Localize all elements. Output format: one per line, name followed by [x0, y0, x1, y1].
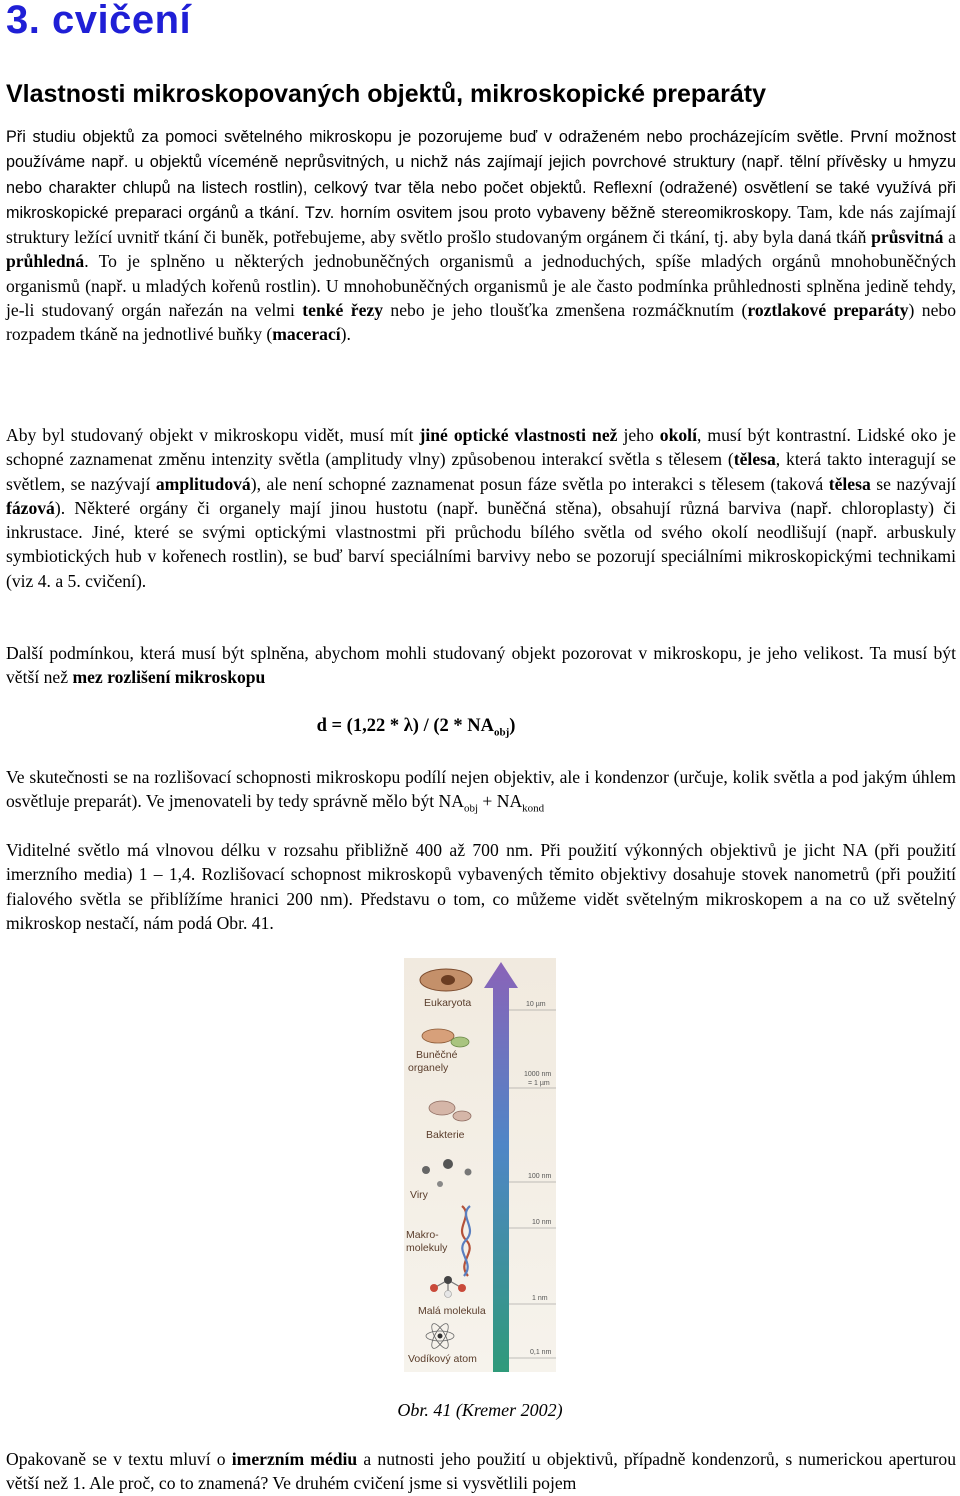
p1-sans-text: Při studiu objektů za pomoci světelného mikroskopu je pozorujeme buď v odraženém nebo procházejícím světle. První možnost používáme např. u objektů víceméně neprůsvitných, u nichž nás zajímají jejich povrchové struktury (např. tělní přívěsky u hmyzu nebo charakter chlupů na listech rostlin), celkový tvar těla nebo počet objektů. Reflexní (odražené) osvětlení se také využívá při mikroskopické preparaci orgánů a tkání. Tzv. horním osvitem jsou proto vybaveny běžně stereomikroskopy. [6, 128, 956, 222]
figure-caption: Obr. 41 (Kremer 2002) [397, 1400, 563, 1420]
paragraph-visible-light: Viditelné světlo má vlnovou délku v rozsahu přibližně 400 až 700 nm. Při použití výkonných objektivů je jicht NA (při použití imerzního media) 1 – 1,4. Rozlišovací schopnost mikroskopů vybavených těmito objektivy dosahuje stovek nanometrů (při použití fialového světla se přiblížíme hranici 200 nm). Představu o tom, co můžeme vidět světelným mikroskopem a na co už světelný mikroskop nestačí, nám podá Obr. 41. [6, 840, 956, 933]
p4-sub: obj [463, 802, 479, 815]
p6-bold: imerzním médiu [231, 1449, 358, 1469]
label-molekuly: molekuly [406, 1242, 448, 1254]
scale-label: 1000 nm [524, 1071, 552, 1078]
p3-text: Další podmínkou, která musí být splněna, abychom mohli studovaný objekt pozorovat v mikroskopu, je jeho velikost. Ta musí být větší než [6, 643, 956, 688]
virus-icon [465, 1169, 472, 1176]
scale-label: 100 nm [528, 1173, 552, 1180]
scale-label: 0,1 nm [530, 1349, 552, 1356]
paragraph-contrast [6, 423, 956, 593]
p2-bold: fázová [6, 497, 55, 518]
p4-text: + NA [478, 791, 523, 812]
p2-bold: jiné optické vlastnosti než [419, 425, 618, 445]
p2-text: ). Některé orgány či organely mají jinou hustotu (např. buněčná stěna), obsahují různá barviva (např. chloroplasty) či inkrustace. Jiné, které se svými optickými vlastnostmi při průchodu bílého světla od svého okolí neodlišují (např. arbuskuly symbiotických hub v kořenech rostlin), se buď barví speciálními barvivy nebo se pozorují speciálními mikroskopickými technikami (viz 4. a 5. cvičení). [6, 497, 956, 591]
p1-text: nebo je jeho tloušťka zmenšena rozmáčknutím ( [383, 300, 748, 321]
paragraph-illumination [6, 124, 956, 347]
scale-label: 1 nm [532, 1295, 548, 1302]
virus-icon [422, 1166, 430, 1174]
p1-bold-prusvitna: průsvitná [871, 227, 944, 248]
p2-text: ), ale není schopné zaznamenat posun fáze světla po interakci s tělesem (taková [250, 473, 829, 494]
scale-label: 10 µm [526, 1001, 546, 1008]
p2-text: , která takto interagují se světlem, se nazývají [6, 449, 956, 494]
p6-text: a nutnosti jeho použití u objektivů, případně kondenzorů, s numerickou aperturou větší než 1. Ale proč, co to znamená? Ve druhém cvičení jsme si vysvětlili pojem [6, 1449, 956, 1494]
p1-text: ). [340, 324, 351, 345]
scale-label: = 1 µm [528, 1080, 550, 1087]
paragraph-resolution [6, 641, 956, 690]
organelle-icon [422, 1029, 454, 1043]
resolution-formula [0, 716, 832, 739]
p1-text: Tam, kde nás zajímají struktury ležící uvnitř tkání či buněk, potřebujeme, aby světlo prošlo studovaným orgánem či tkání, tj. aby byla daná tkáň [6, 201, 956, 248]
chloroplast-icon [451, 1037, 469, 1047]
p2-bold: okolí [659, 425, 697, 445]
p2-bold: tělesa [733, 449, 776, 470]
label-eukaryota: Eukaryota [424, 997, 472, 1009]
p1-bold-pruhledna: průhledná [6, 251, 85, 272]
scale-label: 10 nm [532, 1219, 552, 1226]
label-viry: Viry [410, 1189, 428, 1201]
paragraph-immersion [6, 1447, 956, 1496]
formula-sub: obj [493, 726, 510, 739]
size-scale-figure [404, 958, 556, 1372]
p1-text: . To je splněno u některých jednobuněčných organismů a jednoduchých, spíše mladých orgánů mnohobuněčných organismů (např. u mladých kořenů rostlin). U mnohobuněčných organismů je ale často podmínka průhlednosti splněna jedině tehdy, je-li studovaný orgán nařezán na velmi [6, 251, 956, 321]
p2-text: , musí být kontrastní. Lidské oko je schopné zaznamenat změnu intenzity světla (amplitudy vlny) způsobenou interakcí světla s tělesem ( [6, 425, 956, 470]
p1-bold-maceraci: macerací [272, 324, 341, 345]
virus-icon [437, 1181, 443, 1187]
virus-icon [443, 1159, 453, 1169]
p1-bold-tenke-rezy: tenké řezy [302, 300, 383, 321]
p2-text: jeho [617, 425, 660, 445]
page-title: 3. cvičení [6, 0, 192, 42]
p1-bold-roztlakove: roztlakové preparáty [747, 300, 909, 321]
cell-nucleus-icon [441, 975, 455, 985]
section-heading: Vlastnosti mikroskopovaných objektů, mikroskopické preparáty [6, 80, 766, 108]
bacterium-icon [429, 1101, 455, 1115]
label-mala-molekula: Malá molekula [418, 1305, 486, 1317]
p2-bold: amplitudová [155, 473, 251, 494]
formula-main: d = (1,22 * λ) / (2 * NA [316, 716, 494, 736]
label-bunecne: Buněčné [416, 1049, 458, 1061]
formula-end: ) [509, 716, 516, 736]
p6-text: Opakovaně se v textu mluví o [6, 1449, 232, 1469]
p1-text: ) nebo rozpadem tkáně na jednotlivé buňky ( [6, 300, 956, 345]
bacterium-icon [453, 1111, 471, 1121]
p2-text: se nazývají [870, 473, 956, 494]
p2-bold: tělesa [828, 473, 871, 494]
label-organely: organely [408, 1062, 449, 1074]
p3-bold: mez rozlišení mikroskopu [72, 667, 266, 688]
paragraph-condenser [6, 765, 956, 821]
p4-text: Ve skutečnosti se na rozlišovací schopnosti mikroskopu podílí nejen objektiv, ale i kondenzor (určuje, kolik světla a pod jakým úhlem osvětluje preparát). Ve jmenovateli by tedy správně mělo být NA [6, 767, 956, 812]
label-bakterie: Bakterie [426, 1129, 465, 1141]
label-makro: Makro- [406, 1229, 439, 1241]
label-vodikovy-atom: Vodíkový atom [408, 1353, 477, 1365]
p1-text: a [943, 227, 956, 248]
p4-sub: kond [522, 802, 545, 815]
p2-text: Aby byl studovaný objekt v mikroskopu vidět, musí mít [6, 425, 420, 445]
